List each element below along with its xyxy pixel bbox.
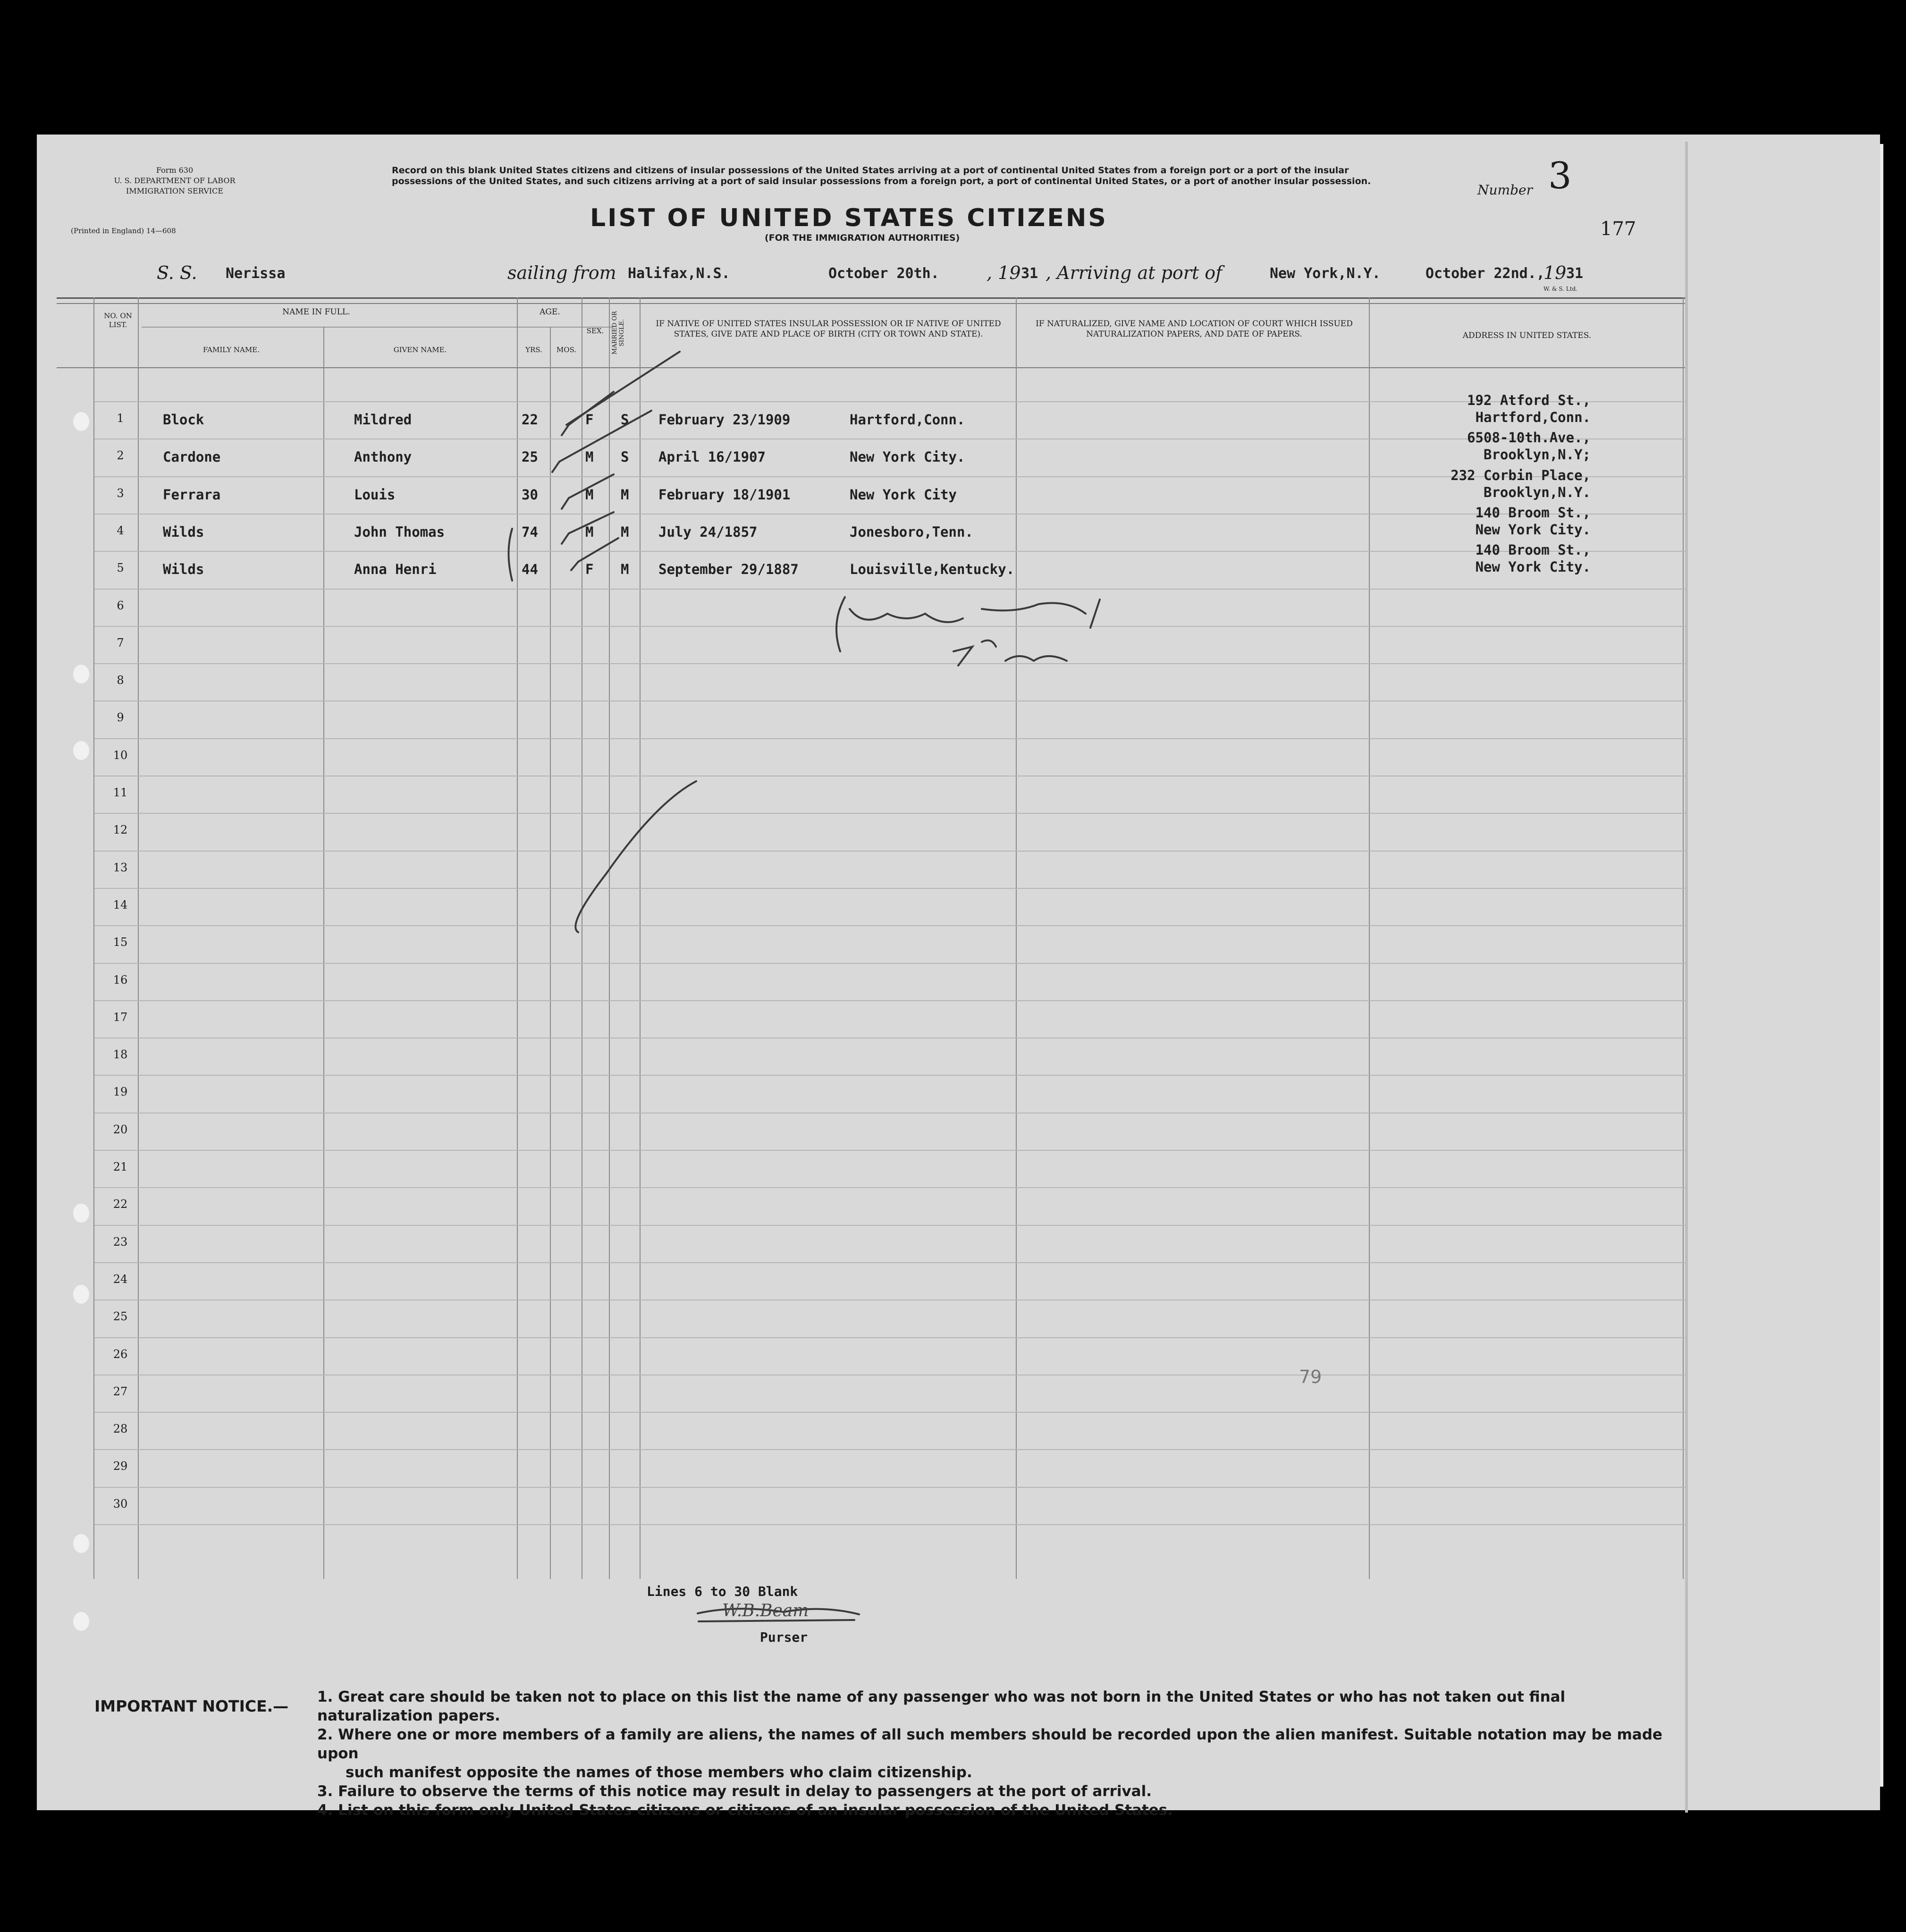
purser-label: Purser xyxy=(760,1629,808,1645)
given-name-cell: Anthony xyxy=(354,449,412,465)
birth-date-cell: September 29/1887 xyxy=(658,561,799,578)
row-number: 5 xyxy=(117,561,124,575)
col-header-yrs: YRS. xyxy=(525,346,542,354)
punch-hole xyxy=(73,665,89,683)
row-number: 3 xyxy=(117,486,124,500)
age-cell: 44 xyxy=(522,561,538,578)
checkmark-row-4 xyxy=(562,512,614,544)
arriving-label: , Arriving at port of xyxy=(1046,262,1223,283)
family-name-cell: Cardone xyxy=(163,449,221,465)
address-line-1: 140 Broom St., xyxy=(1475,542,1591,558)
birth-place-cell: Jonesboro,Tenn. xyxy=(850,523,973,540)
document-title: LIST OF UNITED STATES CITIZENS xyxy=(590,204,1108,232)
row-number: 23 xyxy=(113,1235,128,1249)
col-header-address: ADDRESS IN UNITED STATES. xyxy=(1462,331,1592,340)
arrival-port: New York,N.Y. xyxy=(1270,265,1381,282)
marital-status-cell: S xyxy=(621,412,629,428)
family-name-cell: Wilds xyxy=(163,561,204,578)
col-header-name-in-full: NAME IN FULL. xyxy=(282,307,350,317)
checkmark-row-5 xyxy=(571,538,618,570)
department-name: U. S. DEPARTMENT OF LABOR xyxy=(114,176,236,185)
birth-date-cell: July 24/1857 xyxy=(658,523,758,540)
purser-signature: W.B.Beam xyxy=(722,1601,809,1620)
sex-cell: M xyxy=(585,449,594,465)
checkmark-row-2 xyxy=(552,411,651,472)
sex-cell: M xyxy=(585,523,594,540)
birth-place-cell: New York City xyxy=(850,486,957,503)
arrival-year: 31 xyxy=(1566,265,1584,282)
punch-hole xyxy=(73,412,89,431)
address-line-1: 232 Corbin Place, xyxy=(1451,467,1591,483)
arrival-year-prefix: 19 xyxy=(1543,262,1567,283)
punch-hole xyxy=(73,1204,89,1223)
ss-label: S. S. xyxy=(157,262,197,283)
row-number: 20 xyxy=(113,1122,128,1136)
notice-list xyxy=(317,1687,1667,1820)
pen-curve xyxy=(575,781,696,932)
departure-date: October 20th. xyxy=(828,265,939,282)
row-number: 11 xyxy=(113,786,128,799)
marital-status-cell: M xyxy=(621,561,629,578)
row-number: 27 xyxy=(113,1384,128,1398)
row-number: 14 xyxy=(113,898,128,911)
printer-mark: W. & S. Ltd. xyxy=(1543,286,1578,292)
row-number: 9 xyxy=(117,711,124,725)
form-number: Form 630 xyxy=(156,166,194,175)
row-number: 29 xyxy=(113,1460,128,1473)
address-line-2: Brooklyn,N.Y. xyxy=(1484,484,1591,500)
list-number: 3 xyxy=(1548,155,1572,197)
departure-port: Halifax,N.S. xyxy=(628,265,730,282)
notice-item: such manifest opposite the names of those members who claim citizenship. xyxy=(346,1764,972,1781)
col-header-sex: SEX. xyxy=(586,327,604,335)
page-number: 177 xyxy=(1600,218,1636,240)
printed-note: (Printed in England) 14—608 xyxy=(71,227,176,235)
birth-date-cell: February 18/1901 xyxy=(658,486,791,503)
address-line-2: New York City. xyxy=(1475,559,1591,575)
col-header-family-name: FAMILY NAME. xyxy=(203,346,260,354)
row-number: 25 xyxy=(113,1310,128,1324)
address-line-2: New York City. xyxy=(1475,521,1591,538)
row-number: 2 xyxy=(117,449,124,463)
sex-cell: M xyxy=(585,486,594,503)
col-header-naturalized: IF NATURALIZED, GIVE NAME AND LOCATION OF COURT WHICH ISSUED NATURALIZATION PAPERS, AND DATE OF PAPERS. xyxy=(1036,319,1353,339)
handwritten-notation xyxy=(836,597,1100,666)
pen-stroke xyxy=(566,352,680,425)
row-number: 15 xyxy=(113,936,128,949)
notice-item: 3. Failure to observe the terms of this notice may result in delay to passengers at the port of arrival. xyxy=(317,1783,1152,1800)
row-number: 21 xyxy=(113,1160,128,1173)
blank-lines-note: Lines 6 to 30 Blank xyxy=(647,1584,798,1599)
birth-date-cell: April 16/1907 xyxy=(658,449,766,465)
departure-year-prefix: , 19 xyxy=(987,262,1021,283)
checkmark-row-3 xyxy=(562,474,614,509)
address-line-1: 192 Atford St., xyxy=(1467,392,1591,408)
punch-hole xyxy=(73,1534,89,1553)
notice-item: 2. Where one or more members of a family are aliens, the names of all such members should be recorded upon the alien manifest. Suitable notation may be made upon xyxy=(317,1726,1662,1762)
stamp-number: 79 xyxy=(1299,1367,1322,1387)
given-name-cell: Anna Henri xyxy=(354,561,437,578)
age-cell: 30 xyxy=(522,486,538,503)
col-header-mos: MOS. xyxy=(556,346,577,354)
row-number: 1 xyxy=(117,412,124,425)
age-cell: 22 xyxy=(522,412,538,428)
punch-hole xyxy=(73,741,89,760)
departure-year: 31 xyxy=(1021,265,1038,282)
address-line-1: 6508-10th.Ave., xyxy=(1467,430,1591,446)
row-number: 6 xyxy=(117,599,124,612)
marital-status-cell: M xyxy=(621,523,629,540)
address-line-2: Brooklyn,N.Y; xyxy=(1484,447,1591,463)
address-line-1: 140 Broom St., xyxy=(1475,504,1591,521)
family-name-cell: Block xyxy=(163,412,204,428)
row-number: 7 xyxy=(117,636,124,650)
birth-date-cell: February 23/1909 xyxy=(658,412,791,428)
row-number: 17 xyxy=(113,1010,128,1024)
col-header-native: IF NATIVE OF UNITED STATES INSULAR POSSESSION OR IF NATIVE OF UNITED STATES, GIVE DATE AND PLACE OF BIRTH (CITY OR TOWN AND STATE). xyxy=(656,319,1001,339)
family-name-cell: Ferrara xyxy=(163,486,221,503)
birth-place-cell: Louisville,Kentucky. xyxy=(850,561,1015,578)
row-number: 4 xyxy=(117,523,124,537)
marital-status-cell: M xyxy=(621,486,629,503)
row-number: 30 xyxy=(113,1497,128,1510)
given-name-cell: Louis xyxy=(354,486,396,503)
birth-place-cell: Hartford,Conn. xyxy=(850,412,965,428)
row-number: 12 xyxy=(113,823,128,837)
col-header-married-single: MARRIED OR SINGLE. xyxy=(611,311,625,354)
number-label: Number xyxy=(1477,182,1533,198)
marital-status-cell: S xyxy=(621,449,629,465)
notice-item: 4. List on this form only United States citizens or citizens of an insular possession of the United States. xyxy=(317,1802,1173,1819)
family-bracket xyxy=(509,529,513,581)
sailing-from-label: sailing from xyxy=(507,262,616,283)
row-number: 16 xyxy=(113,973,128,987)
row-number: 13 xyxy=(113,861,128,874)
record-instructions: Record on this blank United States citizens and citizens of insular possessions of the United States arriving at a port of continental United States from a foreign port or a port of the insular possessions of the United States, and such citizens arriving at a port of said insular possessions from a foreign port, a port of continental United States, or a port of another insular possession. xyxy=(392,165,1371,186)
age-cell: 25 xyxy=(522,449,538,465)
family-name-cell: Wilds xyxy=(163,523,204,540)
col-header-age: AGE. xyxy=(540,307,560,317)
sex-cell: F xyxy=(585,561,594,578)
document-subtitle: (FOR THE IMMIGRATION AUTHORITIES) xyxy=(765,233,960,243)
notice-item: 1. Great care should be taken not to place on this list the name of any passenger who was not born in the United States or who has not taken out final naturalization papers. xyxy=(317,1688,1566,1724)
address-line-2: Hartford,Conn. xyxy=(1475,409,1591,425)
arrival-date: October 22nd., xyxy=(1425,265,1545,282)
row-number: 8 xyxy=(117,674,124,687)
row-number: 24 xyxy=(113,1272,128,1286)
punch-hole xyxy=(73,1285,89,1304)
given-name-cell: John Thomas xyxy=(354,523,445,540)
row-number: 10 xyxy=(113,748,128,762)
ship-name: Nerissa xyxy=(226,265,286,282)
row-number: 26 xyxy=(113,1347,128,1361)
birth-place-cell: New York City. xyxy=(850,449,965,465)
age-cell: 74 xyxy=(522,523,538,540)
row-number: 28 xyxy=(113,1422,128,1436)
row-number: 18 xyxy=(113,1048,128,1062)
punch-hole xyxy=(73,1612,89,1631)
sex-cell: F xyxy=(585,412,594,428)
row-number: 22 xyxy=(113,1198,128,1211)
given-name-cell: Mildred xyxy=(354,412,412,428)
notice-label: IMPORTANT NOTICE.— xyxy=(94,1697,289,1715)
service-name: IMMIGRATION SERVICE xyxy=(126,186,224,195)
row-number: 19 xyxy=(113,1085,128,1099)
col-header-no: NO. ON LIST. xyxy=(104,312,132,329)
col-header-given-name: GIVEN NAME. xyxy=(393,346,447,354)
